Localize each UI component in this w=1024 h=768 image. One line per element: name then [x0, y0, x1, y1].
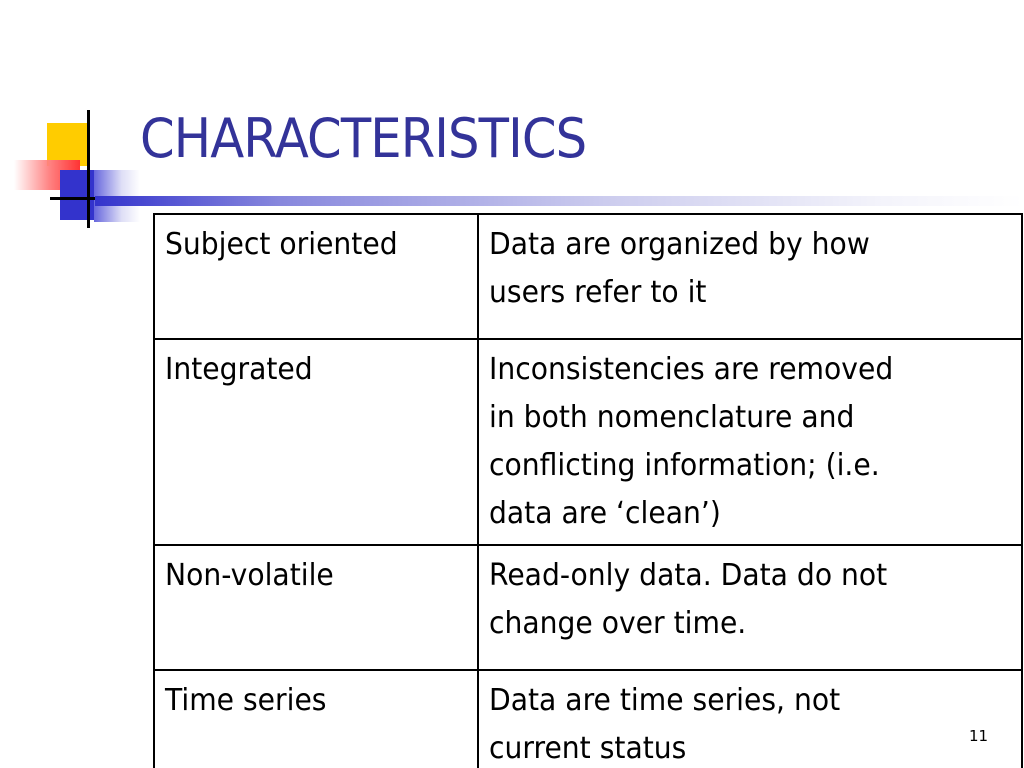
page-number: 11 [969, 727, 989, 745]
description-line: change over time. [489, 606, 747, 641]
table-row [154, 545, 1022, 670]
description-line: Inconsistencies are removed [489, 352, 894, 387]
description-line: Data are organized by how [489, 227, 870, 262]
description-cell [478, 339, 1022, 545]
characteristics-table [153, 213, 1023, 768]
table-row [154, 214, 1022, 339]
slide-title: CHARACTERISTICS [140, 107, 587, 170]
term-cell [154, 339, 478, 545]
term-text: Subject oriented [165, 227, 398, 262]
term-text: Non-volatile [165, 558, 334, 593]
description-line: current status [489, 731, 687, 766]
description-line: in both nomenclature and [489, 400, 855, 435]
description-cell [478, 214, 1022, 339]
description-line: Data are time series, not [489, 683, 841, 718]
description-line: Read-only data. Data do not [489, 558, 888, 593]
description-cell [478, 545, 1022, 670]
table-row [154, 670, 1022, 768]
term-cell [154, 214, 478, 339]
term-cell [154, 670, 478, 768]
title-underline-gradient [95, 196, 1024, 206]
characteristics-table-container [153, 213, 1023, 768]
table-row [154, 339, 1022, 545]
term-text: Integrated [165, 352, 313, 387]
term-text: Time series [165, 683, 327, 718]
description-line: users refer to it [489, 275, 707, 310]
logo-vertical-line [87, 110, 90, 228]
term-cell [154, 545, 478, 670]
description-line: conflicting information; (i.e. [489, 448, 880, 483]
description-cell [478, 670, 1022, 768]
description-line: data are ‘clean’) [489, 496, 721, 531]
